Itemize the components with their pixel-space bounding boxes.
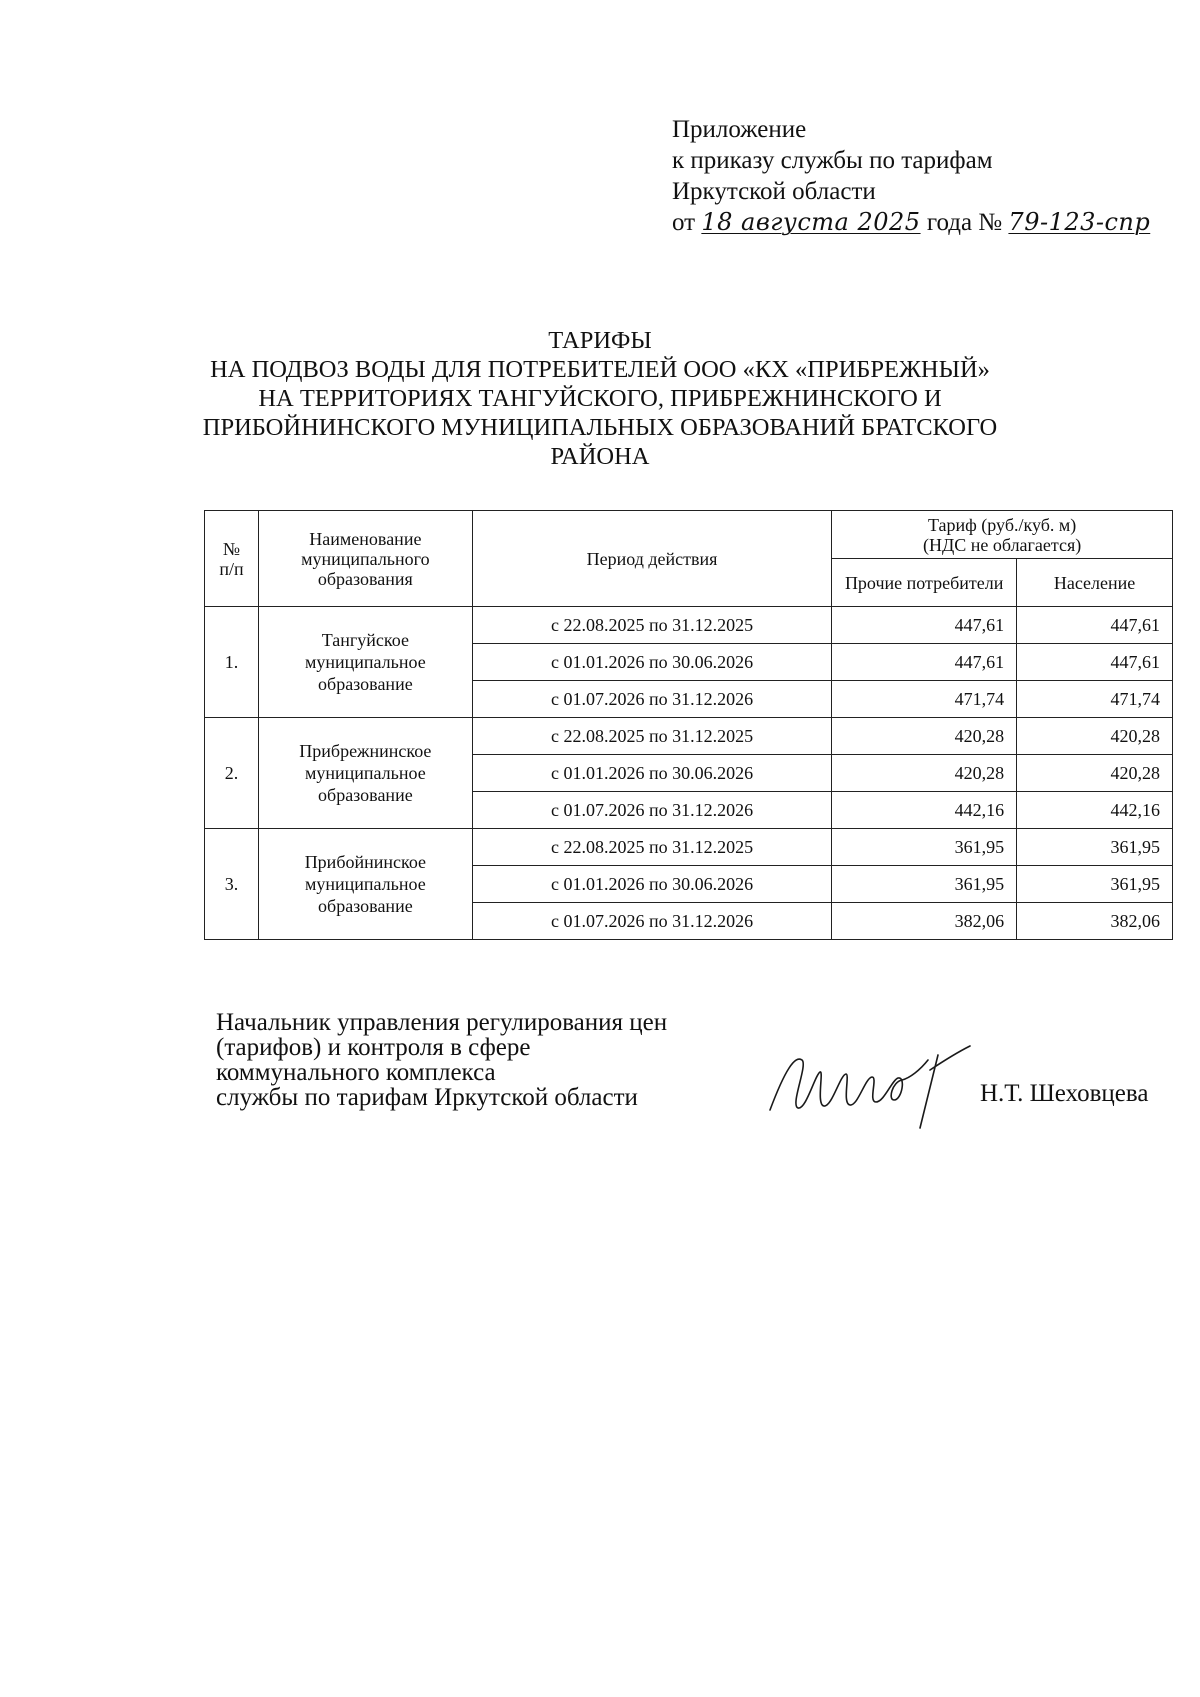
document-title	[200, 326, 1000, 471]
header-tariff	[832, 511, 1173, 559]
period-cell: с 01.01.2026 по 30.06.2026	[472, 866, 831, 903]
period-cell: с 01.07.2026 по 31.12.2026	[472, 903, 831, 940]
tariff-other-cell: 361,95	[832, 829, 1017, 866]
appendix-order-line	[672, 207, 1150, 238]
table-row	[205, 829, 1173, 866]
tariff-population-cell: 447,61	[1017, 644, 1173, 681]
appendix-line2: к приказу службы по тарифам	[672, 147, 993, 174]
title-line5: РАЙОНА	[550, 443, 650, 470]
period-cell: с 01.01.2026 по 30.06.2026	[472, 644, 831, 681]
header-num	[205, 511, 259, 607]
tariff-population-cell: 420,28	[1017, 718, 1173, 755]
tariff-other-cell: 382,06	[832, 903, 1017, 940]
appendix-line1: Приложение	[672, 116, 807, 143]
period-cell: с 01.01.2026 по 30.06.2026	[472, 755, 831, 792]
tariff-other-cell: 471,74	[832, 681, 1017, 718]
tariff-other-cell: 442,16	[832, 792, 1017, 829]
tariff-other-cell: 420,28	[832, 755, 1017, 792]
row-number: 1.	[205, 607, 259, 718]
position-line1: Начальник управления регулирования цен	[216, 1009, 668, 1036]
municipality-name: Прибрежнинское муниципальное образование	[258, 718, 472, 829]
handwritten-date: 18 августа 2025	[701, 208, 921, 236]
row-number: 2.	[205, 718, 259, 829]
period-cell: с 01.07.2026 по 31.12.2026	[472, 681, 831, 718]
period-cell: с 22.08.2025 по 31.12.2025	[472, 718, 831, 755]
tariff-population-cell: 471,74	[1017, 681, 1173, 718]
tariff-population-cell: 361,95	[1017, 829, 1173, 866]
period-cell: с 01.07.2026 по 31.12.2026	[472, 792, 831, 829]
period-cell: с 22.08.2025 по 31.12.2025	[472, 829, 831, 866]
tariff-other-cell: 420,28	[832, 718, 1017, 755]
handwritten-signature-icon	[760, 1030, 980, 1140]
title-line3: НА ТЕРРИТОРИЯХ ТАНГУЙСКОГО, ПРИБРЕЖНИНСКОГО И	[258, 385, 942, 412]
header-name: Наименование муниципального образования	[258, 511, 472, 607]
position-line2: (тарифов) и контроля в сфере	[216, 1034, 531, 1061]
tariff-population-cell: 447,61	[1017, 607, 1173, 644]
table-row	[205, 718, 1173, 755]
header-num-line1: №	[222, 538, 241, 559]
appendix-block	[672, 114, 1150, 238]
municipality-name: Прибойнинское муниципальное образование	[258, 829, 472, 940]
title-line2: НА ПОДВОЗ ВОДЫ ДЛЯ ПОТРЕБИТЕЛЕЙ ООО «КХ «ПРИБРЕЖНЫЙ»	[210, 356, 990, 383]
from-prefix: от	[672, 209, 696, 236]
row-number: 3.	[205, 829, 259, 940]
header-population: Население	[1017, 559, 1173, 607]
tariff-population-cell: 361,95	[1017, 866, 1173, 903]
signer-position	[216, 1010, 667, 1110]
header-tariff-line1: Тариф (руб./куб. м)	[927, 514, 1077, 535]
title-line1: ТАРИФЫ	[548, 327, 652, 354]
signer-name: Н.Т. Шеховцева	[980, 1080, 1149, 1107]
tariff-other-cell: 361,95	[832, 866, 1017, 903]
tariff-population-cell: 442,16	[1017, 792, 1173, 829]
handwritten-order-number: 79-123-спр	[1008, 208, 1151, 236]
tariff-other-cell: 447,61	[832, 644, 1017, 681]
tariff-population-cell: 382,06	[1017, 903, 1173, 940]
title-line4: ПРИБОЙНИНСКОГО МУНИЦИПАЛЬНЫХ ОБРАЗОВАНИЙ БРАТСКОГО	[202, 414, 998, 441]
table-row	[205, 607, 1173, 644]
municipality-name: Тангуйское муниципальное образование	[258, 607, 472, 718]
header-period: Период действия	[472, 511, 831, 607]
period-cell: с 22.08.2025 по 31.12.2025	[472, 607, 831, 644]
tariff-population-cell: 420,28	[1017, 755, 1173, 792]
header-tariff-line2: (НДС не облагается)	[922, 534, 1082, 555]
tariff-other-cell: 447,61	[832, 607, 1017, 644]
appendix-line3: Иркутской области	[672, 178, 876, 205]
tariff-table	[204, 510, 1173, 940]
position-line3: коммунального комплекса	[216, 1059, 496, 1086]
position-line4: службы по тарифам Иркутской области	[216, 1084, 638, 1111]
header-other: Прочие потребители	[832, 559, 1017, 607]
header-num-line2: п/п	[219, 558, 244, 579]
year-word: года №	[926, 209, 1003, 236]
